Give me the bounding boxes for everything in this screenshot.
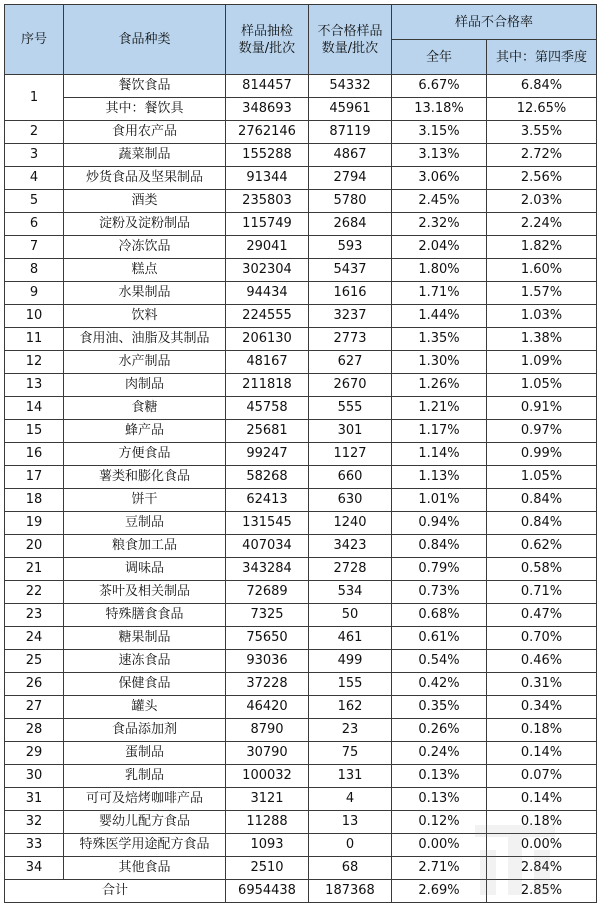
cell-failed: 4 bbox=[309, 788, 392, 811]
cell-failed: 1240 bbox=[309, 512, 392, 535]
cell-sampled: 2762146 bbox=[226, 121, 309, 144]
header-sampled: 样品抽检 数量/批次 bbox=[226, 5, 309, 75]
cell-rate-year: 1.14% bbox=[392, 443, 487, 466]
cell-category: 食糖 bbox=[64, 397, 226, 420]
table-row bbox=[5, 857, 597, 880]
cell-rate-year: 13.18% bbox=[392, 98, 487, 121]
cell-rate-year: 3.13% bbox=[392, 144, 487, 167]
cell-seq: 2 bbox=[5, 121, 64, 144]
cell-rate-year: 0.54% bbox=[392, 650, 487, 673]
cell-seq: 9 bbox=[5, 282, 64, 305]
cell-failed: 68 bbox=[309, 857, 392, 880]
cell-rate-q4: 1.05% bbox=[487, 466, 597, 489]
cell-rate-year: 2.45% bbox=[392, 190, 487, 213]
table-row bbox=[5, 558, 597, 581]
cell-category: 食用油、油脂及其制品 bbox=[64, 328, 226, 351]
cell-rate-q4: 1.60% bbox=[487, 259, 597, 282]
cell-rate-q4: 1.05% bbox=[487, 374, 597, 397]
table-row bbox=[5, 328, 597, 351]
cell-rate-q4: 0.14% bbox=[487, 788, 597, 811]
cell-rate-year: 1.13% bbox=[392, 466, 487, 489]
cell-failed: 534 bbox=[309, 581, 392, 604]
cell-seq: 17 bbox=[5, 466, 64, 489]
cell-category: 水果制品 bbox=[64, 282, 226, 305]
cell-seq: 14 bbox=[5, 397, 64, 420]
cell-category: 蔬菜制品 bbox=[64, 144, 226, 167]
cell-rate-q4: 0.62% bbox=[487, 535, 597, 558]
cell-failed: 627 bbox=[309, 351, 392, 374]
cell-rate-q4: 1.82% bbox=[487, 236, 597, 259]
cell-category: 蜂产品 bbox=[64, 420, 226, 443]
cell-sampled: 131545 bbox=[226, 512, 309, 535]
cell-rate-year: 0.35% bbox=[392, 696, 487, 719]
cell-rate-year: 1.44% bbox=[392, 305, 487, 328]
cell-rate-year: 1.26% bbox=[392, 374, 487, 397]
cell-failed: 3237 bbox=[309, 305, 392, 328]
cell-sampled: 25681 bbox=[226, 420, 309, 443]
cell-failed: 23 bbox=[309, 719, 392, 742]
cell-category: 炒货食品及坚果制品 bbox=[64, 167, 226, 190]
cell-sampled: 91344 bbox=[226, 167, 309, 190]
cell-sampled: 48167 bbox=[226, 351, 309, 374]
cell-category: 速冻食品 bbox=[64, 650, 226, 673]
cell-rate-year: 0.61% bbox=[392, 627, 487, 650]
cell-failed: 2773 bbox=[309, 328, 392, 351]
cell-sampled: 155288 bbox=[226, 144, 309, 167]
cell-rate-q4: 0.34% bbox=[487, 696, 597, 719]
cell-failed: 2728 bbox=[309, 558, 392, 581]
cell-category: 肉制品 bbox=[64, 374, 226, 397]
cell-seq: 21 bbox=[5, 558, 64, 581]
table-row bbox=[5, 305, 597, 328]
cell-category: 罐头 bbox=[64, 696, 226, 719]
cell-failed: 660 bbox=[309, 466, 392, 489]
food-inspection-table bbox=[4, 4, 597, 903]
cell-rate-q4: 0.18% bbox=[487, 811, 597, 834]
cell-failed: 13 bbox=[309, 811, 392, 834]
cell-rate-year: 1.21% bbox=[392, 397, 487, 420]
table-row bbox=[5, 374, 597, 397]
cell-sampled: 8790 bbox=[226, 719, 309, 742]
table-row bbox=[5, 650, 597, 673]
table-row bbox=[5, 443, 597, 466]
cell-rate-year: 0.42% bbox=[392, 673, 487, 696]
table-row bbox=[5, 121, 597, 144]
cell-sampled: 62413 bbox=[226, 489, 309, 512]
cell-category: 调味品 bbox=[64, 558, 226, 581]
cell-rate-q4: 0.84% bbox=[487, 512, 597, 535]
cell-seq: 15 bbox=[5, 420, 64, 443]
cell-category: 糖果制品 bbox=[64, 627, 226, 650]
cell-rate-year: 0.84% bbox=[392, 535, 487, 558]
cell-rate-year: 0.00% bbox=[392, 834, 487, 857]
table-row bbox=[5, 466, 597, 489]
cell-rate-q4: 2.72% bbox=[487, 144, 597, 167]
cell-rate-q4: 0.18% bbox=[487, 719, 597, 742]
table-row bbox=[5, 259, 597, 282]
cell-sampled: 1093 bbox=[226, 834, 309, 857]
cell-rate-year: 0.26% bbox=[392, 719, 487, 742]
cell-failed: 593 bbox=[309, 236, 392, 259]
cell-sampled: 3121 bbox=[226, 788, 309, 811]
cell-seq: 26 bbox=[5, 673, 64, 696]
cell-rate-q4: 0.07% bbox=[487, 765, 597, 788]
cell-rate-year: 1.30% bbox=[392, 351, 487, 374]
cell-failed: 75 bbox=[309, 742, 392, 765]
cell-sampled: 814457 bbox=[226, 75, 309, 98]
cell-category: 餐饮食品 bbox=[64, 75, 226, 98]
cell-rate-q4: 2.24% bbox=[487, 213, 597, 236]
cell-category: 保健食品 bbox=[64, 673, 226, 696]
table-row bbox=[5, 696, 597, 719]
cell-failed: 3423 bbox=[309, 535, 392, 558]
cell-rate-year: 0.13% bbox=[392, 788, 487, 811]
cell-sampled: 348693 bbox=[226, 98, 309, 121]
header-rate-year: 全年 bbox=[392, 40, 487, 75]
cell-category: 粮食加工品 bbox=[64, 535, 226, 558]
cell-failed: 131 bbox=[309, 765, 392, 788]
cell-seq: 31 bbox=[5, 788, 64, 811]
cell-failed: 5437 bbox=[309, 259, 392, 282]
cell-sampled: 37228 bbox=[226, 673, 309, 696]
cell-rate-year: 1.80% bbox=[392, 259, 487, 282]
cell-rate-q4: 12.65% bbox=[487, 98, 597, 121]
cell-rate-year: 0.73% bbox=[392, 581, 487, 604]
table-row bbox=[5, 420, 597, 443]
cell-sampled: 46420 bbox=[226, 696, 309, 719]
cell-failed: 54332 bbox=[309, 75, 392, 98]
cell-rate-year: 1.35% bbox=[392, 328, 487, 351]
cell-failed: 461 bbox=[309, 627, 392, 650]
cell-category: 冷冻饮品 bbox=[64, 236, 226, 259]
cell-failed: 5780 bbox=[309, 190, 392, 213]
cell-seq: 7 bbox=[5, 236, 64, 259]
cell-category: 食品添加剂 bbox=[64, 719, 226, 742]
cell-rate-q4: 1.57% bbox=[487, 282, 597, 305]
cell-seq: 11 bbox=[5, 328, 64, 351]
cell-rate-q4: 2.56% bbox=[487, 167, 597, 190]
cell-seq: 3 bbox=[5, 144, 64, 167]
cell-rate-q4: 0.47% bbox=[487, 604, 597, 627]
cell-rate-q4: 0.84% bbox=[487, 489, 597, 512]
cell-rate-q4: 1.03% bbox=[487, 305, 597, 328]
cell-rate-year: 3.06% bbox=[392, 167, 487, 190]
cell-failed: 87119 bbox=[309, 121, 392, 144]
cell-seq: 18 bbox=[5, 489, 64, 512]
cell-sampled: 302304 bbox=[226, 259, 309, 282]
cell-rate-year: 0.12% bbox=[392, 811, 487, 834]
cell-rate-year: 1.17% bbox=[392, 420, 487, 443]
cell-seq: 34 bbox=[5, 857, 64, 880]
cell-rate-q4: 0.99% bbox=[487, 443, 597, 466]
cell-failed: 155 bbox=[309, 673, 392, 696]
cell-failed: 1616 bbox=[309, 282, 392, 305]
cell-seq: 16 bbox=[5, 443, 64, 466]
table-row bbox=[5, 144, 597, 167]
cell-category: 婴幼儿配方食品 bbox=[64, 811, 226, 834]
cell-failed: 4867 bbox=[309, 144, 392, 167]
cell-seq: 29 bbox=[5, 742, 64, 765]
cell-seq: 10 bbox=[5, 305, 64, 328]
cell-failed: 45961 bbox=[309, 98, 392, 121]
cell-rate-q4: 0.14% bbox=[487, 742, 597, 765]
cell-sampled: 407034 bbox=[226, 535, 309, 558]
cell-seq: 19 bbox=[5, 512, 64, 535]
table-row bbox=[5, 765, 597, 788]
cell-category: 豆制品 bbox=[64, 512, 226, 535]
cell-category: 特殊医学用途配方食品 bbox=[64, 834, 226, 857]
total-rate-year: 2.69% bbox=[392, 880, 487, 903]
table-row bbox=[5, 811, 597, 834]
cell-category: 特殊膳食食品 bbox=[64, 604, 226, 627]
cell-rate-q4: 0.58% bbox=[487, 558, 597, 581]
cell-rate-year: 2.04% bbox=[392, 236, 487, 259]
cell-failed: 2670 bbox=[309, 374, 392, 397]
cell-seq: 25 bbox=[5, 650, 64, 673]
cell-seq: 33 bbox=[5, 834, 64, 857]
cell-category: 食用农产品 bbox=[64, 121, 226, 144]
cell-seq: 32 bbox=[5, 811, 64, 834]
cell-failed: 630 bbox=[309, 489, 392, 512]
cell-rate-year: 0.68% bbox=[392, 604, 487, 627]
cell-rate-year: 0.13% bbox=[392, 765, 487, 788]
cell-category: 其他食品 bbox=[64, 857, 226, 880]
cell-sampled: 235803 bbox=[226, 190, 309, 213]
cell-rate-year: 1.01% bbox=[392, 489, 487, 512]
cell-sampled: 58268 bbox=[226, 466, 309, 489]
cell-sampled: 30790 bbox=[226, 742, 309, 765]
cell-category: 薯类和膨化食品 bbox=[64, 466, 226, 489]
cell-seq: 5 bbox=[5, 190, 64, 213]
cell-failed: 2794 bbox=[309, 167, 392, 190]
cell-failed: 50 bbox=[309, 604, 392, 627]
cell-sampled: 94434 bbox=[226, 282, 309, 305]
table-row bbox=[5, 397, 597, 420]
table-row bbox=[5, 604, 597, 627]
cell-category: 方便食品 bbox=[64, 443, 226, 466]
cell-failed: 162 bbox=[309, 696, 392, 719]
cell-seq: 8 bbox=[5, 259, 64, 282]
table-row bbox=[5, 98, 597, 121]
table-row bbox=[5, 167, 597, 190]
cell-rate-year: 3.15% bbox=[392, 121, 487, 144]
header-category: 食品种类 bbox=[64, 5, 226, 75]
cell-seq: 1 bbox=[5, 75, 64, 121]
cell-rate-q4: 1.09% bbox=[487, 351, 597, 374]
cell-sampled: 72689 bbox=[226, 581, 309, 604]
cell-seq: 13 bbox=[5, 374, 64, 397]
cell-rate-q4: 0.31% bbox=[487, 673, 597, 696]
cell-seq: 28 bbox=[5, 719, 64, 742]
table-row bbox=[5, 834, 597, 857]
cell-rate-q4: 0.70% bbox=[487, 627, 597, 650]
cell-rate-q4: 0.91% bbox=[487, 397, 597, 420]
table-row bbox=[5, 719, 597, 742]
cell-rate-q4: 0.46% bbox=[487, 650, 597, 673]
header-failed: 不合格样品 数量/批次 bbox=[309, 5, 392, 75]
cell-sampled: 75650 bbox=[226, 627, 309, 650]
table-body bbox=[5, 75, 597, 880]
table-row bbox=[5, 282, 597, 305]
cell-rate-q4: 2.03% bbox=[487, 190, 597, 213]
cell-seq: 30 bbox=[5, 765, 64, 788]
cell-rate-year: 1.71% bbox=[392, 282, 487, 305]
cell-rate-q4: 6.84% bbox=[487, 75, 597, 98]
table-row bbox=[5, 75, 597, 98]
table-row bbox=[5, 236, 597, 259]
cell-category: 饮料 bbox=[64, 305, 226, 328]
total-failed: 187368 bbox=[309, 880, 392, 903]
cell-seq: 22 bbox=[5, 581, 64, 604]
total-row bbox=[5, 880, 597, 903]
cell-seq: 24 bbox=[5, 627, 64, 650]
cell-rate-q4: 0.00% bbox=[487, 834, 597, 857]
cell-rate-q4: 0.71% bbox=[487, 581, 597, 604]
cell-category: 可可及焙烤咖啡产品 bbox=[64, 788, 226, 811]
table-row bbox=[5, 213, 597, 236]
cell-failed: 555 bbox=[309, 397, 392, 420]
table-row bbox=[5, 535, 597, 558]
cell-rate-year: 0.24% bbox=[392, 742, 487, 765]
cell-rate-year: 2.32% bbox=[392, 213, 487, 236]
table-row bbox=[5, 351, 597, 374]
table-row bbox=[5, 190, 597, 213]
table-row bbox=[5, 627, 597, 650]
cell-sampled: 206130 bbox=[226, 328, 309, 351]
total-label: 合计 bbox=[5, 880, 226, 903]
table-row bbox=[5, 489, 597, 512]
cell-seq: 12 bbox=[5, 351, 64, 374]
cell-category: 饼干 bbox=[64, 489, 226, 512]
cell-sampled: 100032 bbox=[226, 765, 309, 788]
cell-sampled: 93036 bbox=[226, 650, 309, 673]
cell-rate-year: 6.67% bbox=[392, 75, 487, 98]
cell-category: 乳制品 bbox=[64, 765, 226, 788]
cell-sampled: 7325 bbox=[226, 604, 309, 627]
cell-seq: 6 bbox=[5, 213, 64, 236]
cell-failed: 2684 bbox=[309, 213, 392, 236]
cell-rate-q4: 0.97% bbox=[487, 420, 597, 443]
cell-sampled: 45758 bbox=[226, 397, 309, 420]
cell-category: 蛋制品 bbox=[64, 742, 226, 765]
cell-sampled: 343284 bbox=[226, 558, 309, 581]
cell-category: 茶叶及相关制品 bbox=[64, 581, 226, 604]
cell-failed: 0 bbox=[309, 834, 392, 857]
cell-sampled: 99247 bbox=[226, 443, 309, 466]
total-rate-q4: 2.85% bbox=[487, 880, 597, 903]
table-row bbox=[5, 788, 597, 811]
cell-rate-q4: 3.55% bbox=[487, 121, 597, 144]
cell-sampled: 2510 bbox=[226, 857, 309, 880]
cell-category: 淀粉及淀粉制品 bbox=[64, 213, 226, 236]
cell-rate-year: 0.94% bbox=[392, 512, 487, 535]
cell-rate-year: 2.71% bbox=[392, 857, 487, 880]
table-row bbox=[5, 581, 597, 604]
cell-category: 糕点 bbox=[64, 259, 226, 282]
cell-seq: 4 bbox=[5, 167, 64, 190]
cell-seq: 23 bbox=[5, 604, 64, 627]
cell-failed: 301 bbox=[309, 420, 392, 443]
cell-sampled: 29041 bbox=[226, 236, 309, 259]
total-sampled: 6954438 bbox=[226, 880, 309, 903]
cell-rate-q4: 2.84% bbox=[487, 857, 597, 880]
header-seq: 序号 bbox=[5, 5, 64, 75]
cell-failed: 499 bbox=[309, 650, 392, 673]
header-rate-q4: 其中：第四季度 bbox=[487, 40, 597, 75]
cell-sampled: 211818 bbox=[226, 374, 309, 397]
cell-seq: 20 bbox=[5, 535, 64, 558]
cell-failed: 1127 bbox=[309, 443, 392, 466]
cell-sampled: 11288 bbox=[226, 811, 309, 834]
cell-rate-q4: 1.38% bbox=[487, 328, 597, 351]
cell-category: 酒类 bbox=[64, 190, 226, 213]
table-row bbox=[5, 742, 597, 765]
cell-sampled: 115749 bbox=[226, 213, 309, 236]
table-row bbox=[5, 512, 597, 535]
header-rate: 样品不合格率 bbox=[392, 5, 597, 40]
table-row bbox=[5, 673, 597, 696]
cell-category: 水产制品 bbox=[64, 351, 226, 374]
cell-seq: 27 bbox=[5, 696, 64, 719]
cell-category: 其中：餐饮具 bbox=[64, 98, 226, 121]
cell-rate-year: 0.79% bbox=[392, 558, 487, 581]
cell-sampled: 224555 bbox=[226, 305, 309, 328]
